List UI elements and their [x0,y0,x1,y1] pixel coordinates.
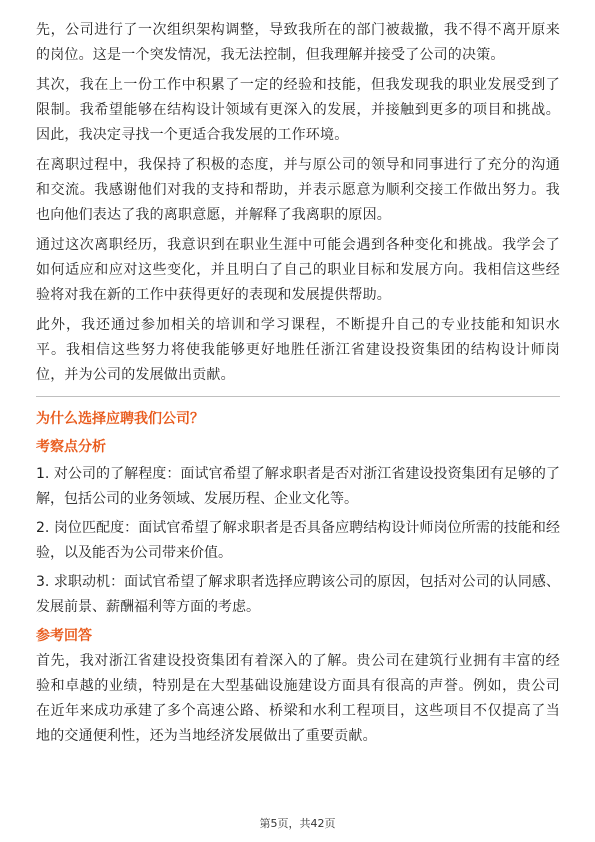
section-divider [36,396,560,397]
intro-paragraph-4: 通过这次离职经历，我意识到在职业生涯中可能会遇到各种变化和挑战。我学会了如何适应和应对这些变化，并且明白了自己的职业目标和发展方向。我相信这些经验将对我在新的工作中获得更好的表现和发展提供帮助。 [36,237,560,303]
analysis-item-3: 3. 求职动机：面试官希望了解求职者选择应聘该公司的原因，包括对公司的认同感、发展前景、薪酬福利等方面的考虑。 [36,574,560,615]
answer-heading: 参考回答 [36,628,92,644]
intro-paragraph-3: 在离职过程中，我保持了积极的态度，并与原公司的领导和同事进行了充分的沟通和交流。我感谢他们对我的支持和帮助，并表示愿意为顺利交接工作做出努力。我也向他们表达了我的离职意愿，并解释了我离职的原因。 [36,157,560,223]
analysis-item-1: 1. 对公司的了解程度：面试官希望了解求职者是否对浙江省建设投资集团有足够的了解，包括公司的业务领域、发展历程、企业文化等。 [36,466,560,507]
page-number: 第5页，共42页 [259,817,336,830]
analysis-heading: 考察点分析 [36,439,106,455]
intro-paragraph-1: 先，公司进行了一次组织架构调整，导致我所在的部门被裁撤，我不得不离开原来的岗位。这是一个突发情况，我无法控制，但我理解并接受了公司的决策。 [36,22,560,63]
intro-paragraph-5: 此外，我还通过参加相关的培训和学习课程，不断提升自己的专业技能和知识水平。我相信这些努力将使我能够更好地胜任浙江省建设投资集团的结构设计师岗位，并为公司的发展做出贡献。 [36,317,560,383]
answer-paragraph: 首先，我对浙江省建设投资集团有着深入的了解。贵公司在建筑行业拥有丰富的经验和卓越的业绩，特别是在大型基础设施建设方面具有很高的声誉。例如，贵公司在近年来成功承建了多个高速公路、桥梁和水利工程项目，这些项目不仅提高了当地的交通便利性，还为当地经济发展做出了重要贡献。 [36,653,560,744]
intro-paragraph-2: 其次，我在上一份工作中积累了一定的经验和技能，但我发现我的职业发展受到了限制。我希望能够在结构设计领域有更深入的发展，并接触到更多的项目和挑战。因此，我决定寻找一个更适合我发展的工作环境。 [36,77,560,143]
analysis-item-2: 2. 岗位匹配度：面试官希望了解求职者是否具备应聘结构设计师岗位所需的技能和经验，以及能否为公司带来价值。 [36,520,560,561]
question-title: 为什么选择应聘我们公司？ [36,411,204,427]
document-page [36,18,560,754]
